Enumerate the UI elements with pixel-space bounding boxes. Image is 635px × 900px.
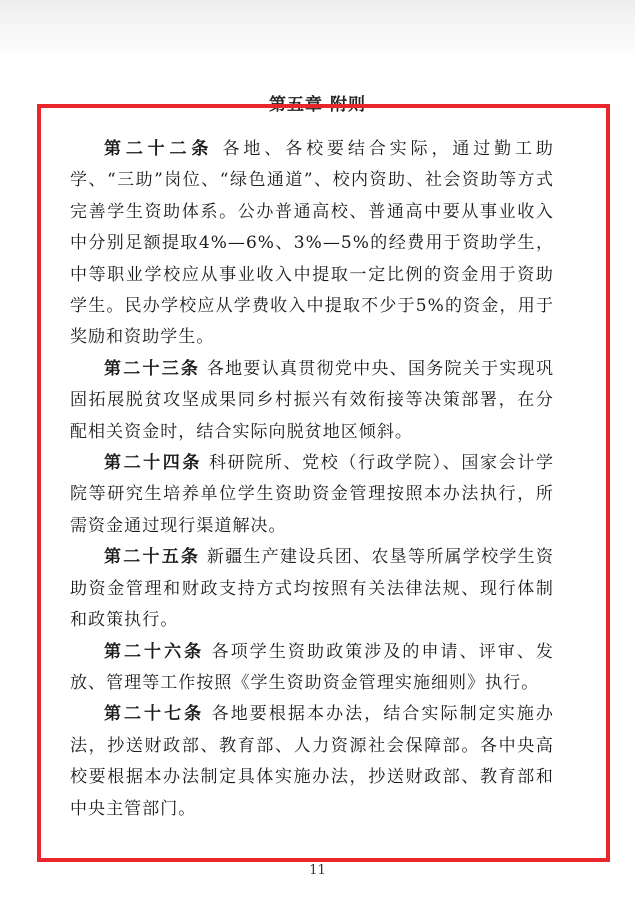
article-text: 各地要认真贯彻党中央、国务院关于实现巩固拓展脱贫攻坚成果同乡村振兴有效衔接等决策部署，在分配相关资金时，结合实际向脱贫地区倾斜。 <box>70 358 554 442</box>
article-text: 科研院所、党校（行政学院）、国家会计学院等研究生培养单位学生资助资金管理按照本办法执行，所需资金通过现行渠道解决。 <box>70 453 554 536</box>
article-number: 第二十七条 <box>104 704 205 725</box>
article-number: 第二十三条 <box>104 358 201 379</box>
article-text: 各项学生资助政策涉及的申请、评审、发放、管理等工作按照《学生资助资金管理实施细则》执行。 <box>70 641 554 693</box>
article-text: 各地要根据本办法，结合实际制定实施办法，抄送财政部、教育部、人力资源社会保障部。各中央高校要根据本办法制定具体实施办法，抄送财政部、教育部和中央主管部门。 <box>70 704 554 819</box>
scan-shadow <box>0 0 635 60</box>
article-number: 第二十二条 <box>104 139 214 159</box>
chapter-title: 第五章 附则 <box>269 95 366 115</box>
article-number: 第二十五条 <box>104 547 201 568</box>
page-number: 11 <box>309 863 326 878</box>
article-text: 各地、各校要结合实际，通过勤工助学、“三助”岗位、“绿色通道”、校内资助、社会资助等方式完善学生资助体系。公办普通高校、普通高中要从事业收入中分别足额提取4%—6%、3%—5%的经费用于资助学生，中等职业学校应从事业收入中提取一定比例的资金用于资助学生。民办学校应从学费收入中提取不少于5%的资金，用于奖励和资助学生。 <box>70 139 554 348</box>
article-number: 第二十四条 <box>104 453 202 474</box>
article-number: 第二十六条 <box>104 641 205 662</box>
article-text: 新疆生产建设兵团、农垦等所属学校学生资助资金管理和财政支持方式均按照有关法律法规、现行体制和政策执行。 <box>70 547 554 631</box>
highlight-box <box>37 104 610 862</box>
